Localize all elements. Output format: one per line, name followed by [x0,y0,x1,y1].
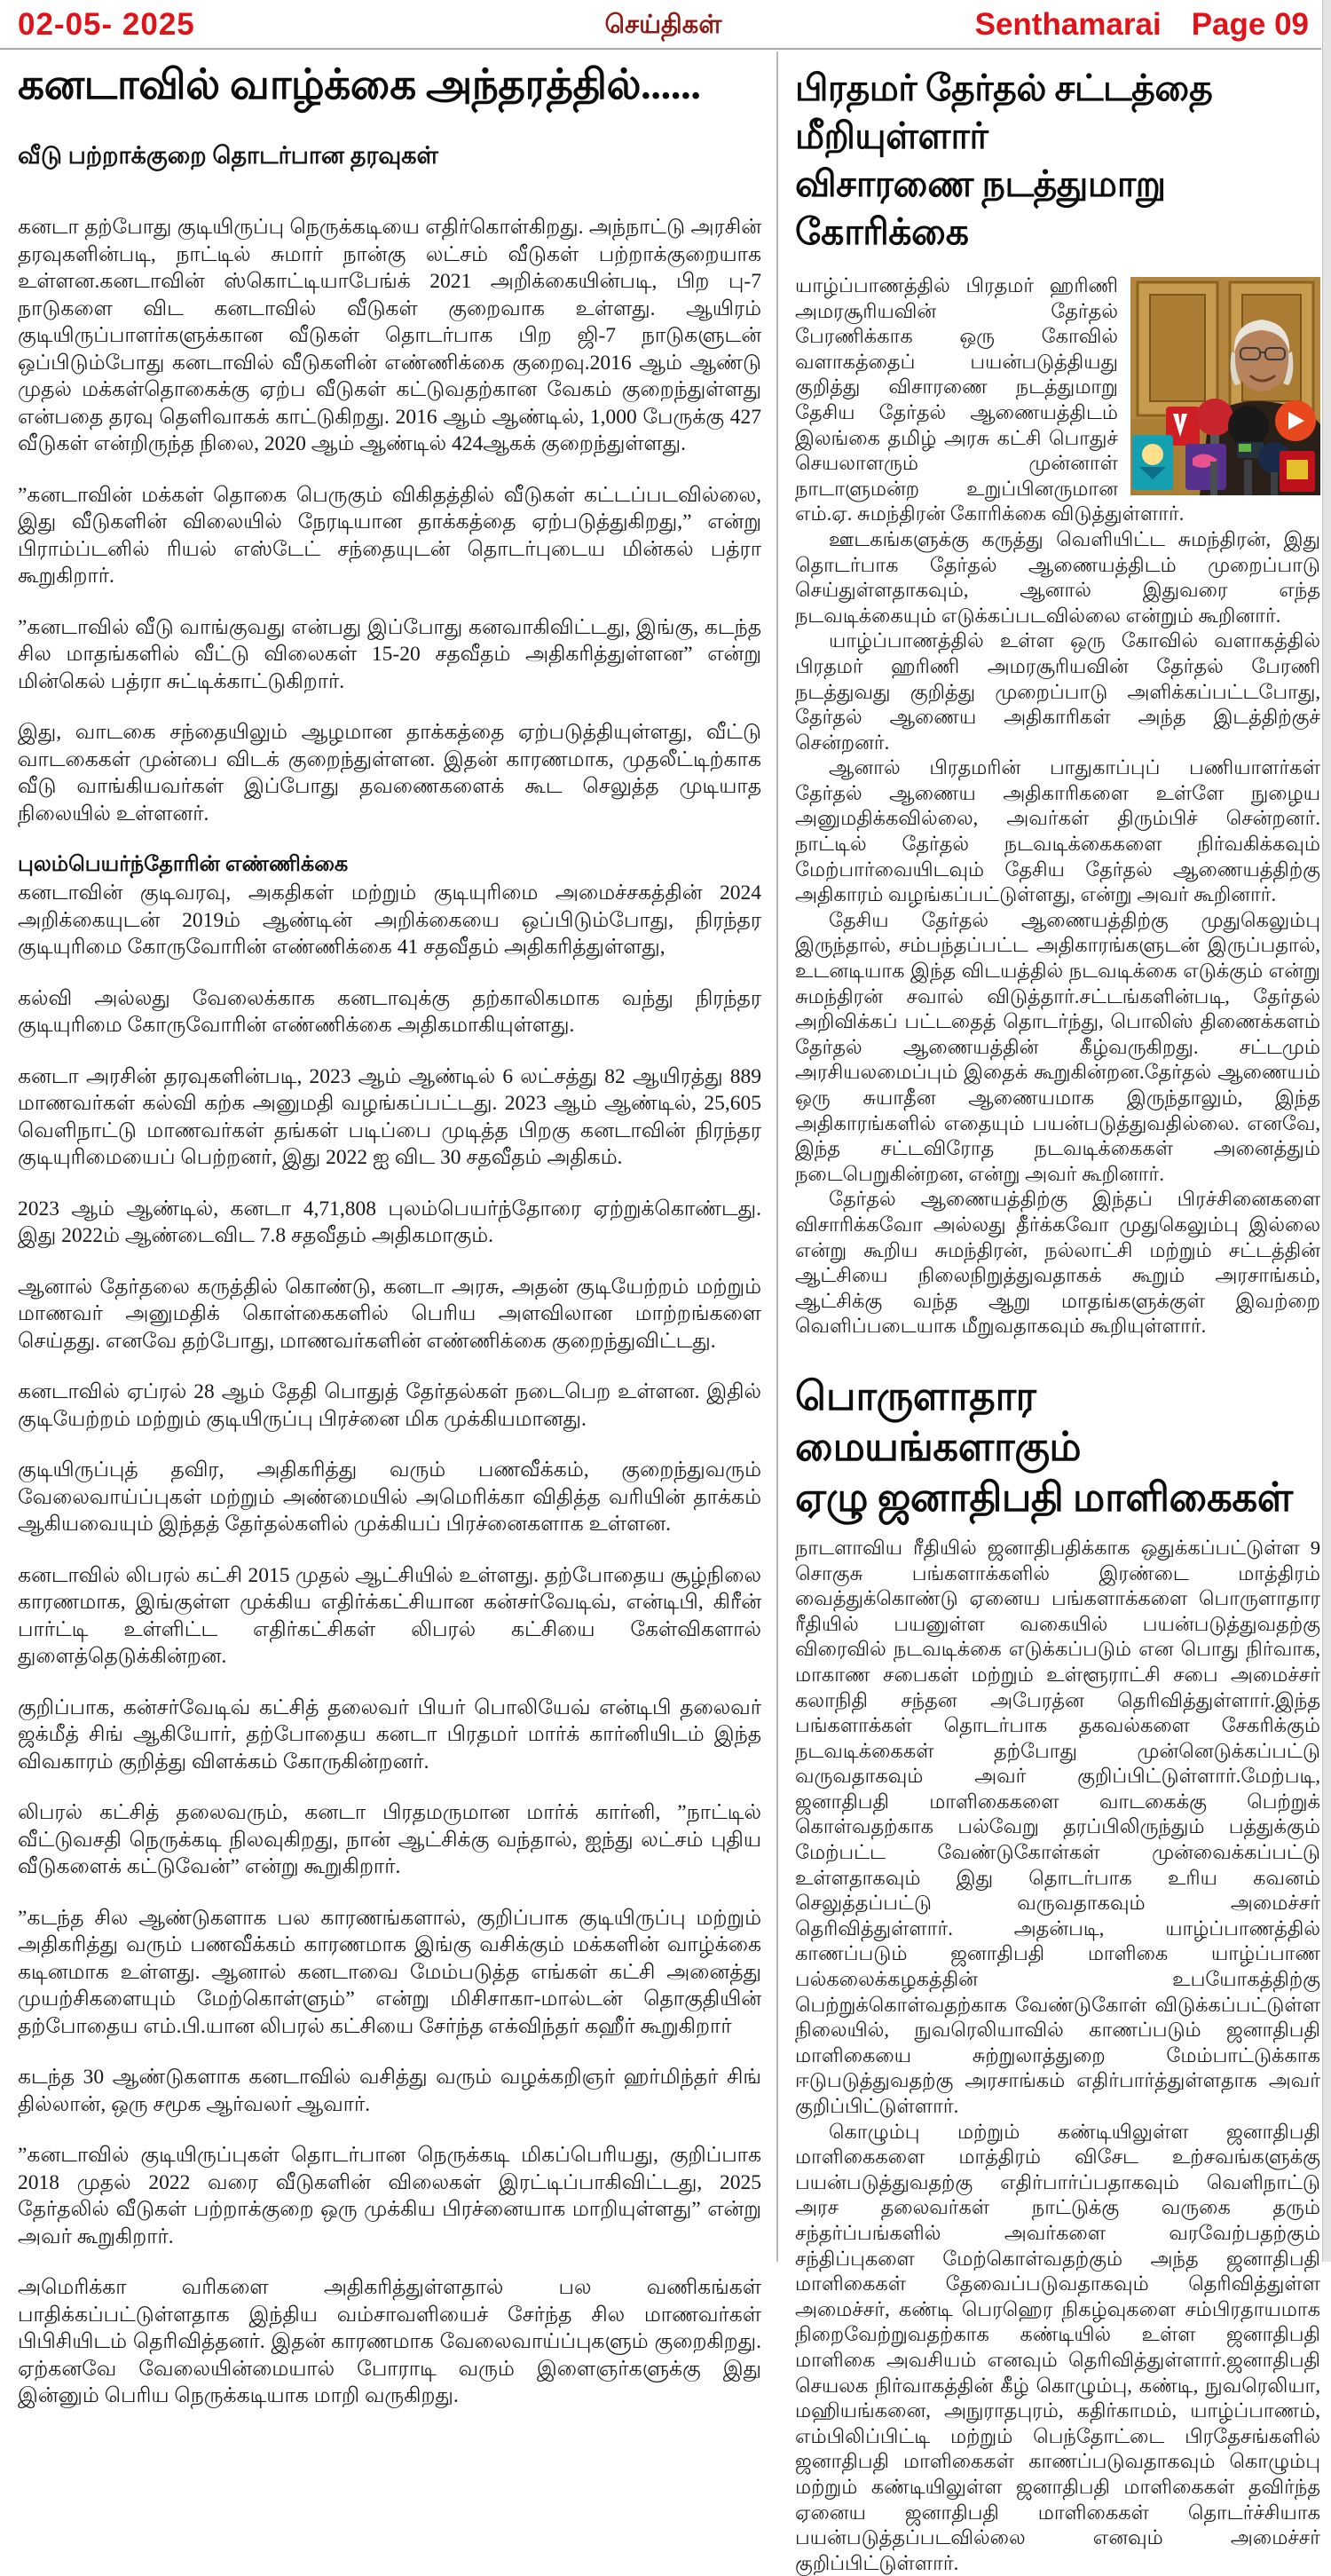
article-paragraph: ”கனடாவின் மக்கள் தொகை பெருகும் விகிதத்தில் வீடுகள் கட்டப்படவில்லை, இது வீடுகளின் விலையில் நேரடியான தாக்கத்தை ஏற்படுத்துகிறது,” என்று பிராம்ப்டனில் ரியல் எஸ்டேட் சந்தையுடன் தொடர்புடைய மின்கல் பத்ரா கூறுகிறார். [18,483,761,588]
section-title: செய்திகள் [604,11,722,39]
article-paragraph: கொழும்பு மற்றும் கண்டியிலுள்ள ஜனாதிபதி மாளிகைகளை மாத்திரம் விசேட உற்சவங்களுக்கு பயன்படுத்துவதற்கு எதிர்பார்ப்பதாகவும் வெளிநாட்டு அரச தலைவர்கள் நாட்டுக்கு வருகை தரும் சந்தர்ப்பங்களில் அவர்களை வரவேற்பதற்கும் சந்திப்புகளை மேற்கொள்வதற்கும் அந்த ஜனாதிபதி மாளிகைகள் தேவைப்படுவதாகவும் தெரிவித்துள்ள அமைச்சர், கண்டி பெரஹெர நிகழ்வுகளை சம்பிரதாயமாக நிறைவேற்றுவதற்காக கண்டியில் உள்ள ஜனாதிபதி மாளிகை அவசியம் எனவும் தெரிவித்துள்ளார்.ஜனாதிபதி செயலக நிர்வாகத்தின் கீழ் கொழும்பு, கண்டி, நுவரெலியா, மஹியங்கனை, அநுராதபுரம், கதிர்காமம், யாழ்ப்பாணம், எம்பிலிப்பிட்டி மற்றும் பெந்தோட்டை பிரதேசங்களில் ஜனாதிபதி மாளிகைகள் காணப்படுவதாகவும் கொழும்பு மற்றும் கண்டியிலுள்ள ஜனாதிபதி மாளிகைகள் தவிர்ந்த ஏனைய ஜனாதிபதி மாளிகைகள் தொடர்ச்சியாக பயன்படுத்தப்படவில்லை எனவும் அமைச்சர் குறிப்பிட்டுள்ளார். [795,2120,1320,2574]
paper-name-and-page [878,7,1309,43]
right-top-article-body [795,273,1320,1339]
column-divider [776,51,778,2262]
article-paragraph: கனடா தற்போது குடியிருப்பு நெருக்கடியை எதிர்கொள்கிறது. அந்நாட்டு அரசின் தரவுகளின்படி, நாட்டில் சுமார் நான்கு லட்சம் வீடுகள் பற்றாக்குறையாக உள்ளன.கனடாவின் ஸ்கொட்டியாபேங்க் 2021 அறிக்கையின்படி, பிற பு-7 நாடுகளை விட கனடாவில் வீடுகள் குறைவாக உள்ளது. ஆயிரம் குடியிருப்பாளர்களுக்கான வீடுகள் தொடர்பாக பிற ஜி-7 நாடுகளுடன் ஒப்பிடும்போது கனடாவில் வீடுகளின் எண்ணிக்கை குறைவு.2016 ஆம் ஆண்டு முதல் மக்கள்தொகைக்கு ஏற்ப வீடுகள் கட்டுவதற்கான வேகம் குறைந்துள்ளது என்பதை தரவு தெளிவாகக் காட்டுகிறது. 2016 ஆம் ஆண்டில், 1,000 பேருக்கு 427 வீடுகள் என்றிருந்த நிலை, 2020 ஆம் ஆண்டில் 424ஆகக் குறைந்துள்ளது. [18,216,761,455]
article-paragraph: கல்வி அல்லது வேலைக்காக கனடாவுக்கு தற்காலிகமாக வந்து நிரந்தர குடியுரிமை கோருவோரின் எண்ணிக்கை அதிகமாகியுள்ளது. [18,986,761,1037]
right-top-headline [795,64,1320,256]
right-column [795,51,1320,2576]
article-paragraph: யாழ்ப்பாணத்தில் பிரதமர் ஹரிணி அமரசூரியவின் தேர்தல் பேரணிக்காக ஒரு கோவில் வளாகத்தைப் பயன்படுத்தியது குறித்து விசாரணை நடத்துமாறு தேசிய தேர்தல் ஆணையத்திடம் இலங்கை தமிழ் அரசு கட்சி பொதுச் செயலாளரும் முன்னாள் நாடாளுமன்ற உறுப்பினருமான எம்.ஏ. சுமந்திரன் கோரிக்கை விடுத்துள்ளார். [795,274,1185,525]
article-paragraph: நாடளாவிய ரீதியில் ஜனாதிபதிக்காக ஒதுக்கப்பட்டுள்ள 9 சொகுசு பங்களாக்களில் இரண்டை மாத்திரம் வைத்துக்கொண்டு ஏனைய பங்களாக்களை பொருளாதார ரீதியில் பயனுள்ள வகையில் பயன்படுத்துவதற்கு விரைவில் நடவடிக்கை எடுக்கப்படும் என பொது நிர்வாக, மாகாண சபைகள் மற்றும் உள்ளூராட்சி சபை அமைச்சர் கலாநிதி சந்தன அபேரத்ன தெரிவித்துள்ளார்.இந்த பங்களாக்கள் தொடர்பாக தகவல்களை சேகரிக்கும் நடவடிக்கைகள் தற்போது முன்னெடுக்கப்பட்டு வருவதாகவும் அவர் குறிப்பிட்டுள்ளார்.மேற்படி, ஜனாதிபதி மாளிகைகளை வாடகைக்கு பெற்றுக் கொள்வதற்காக பல்வேறு தரப்பிலிருந்தும் பத்துக்கும் மேற்பட்ட வேண்டுகோள்கள் முன்வைக்கப்பட்டு உள்ளதாகவும் இது தொடர்பாக உரிய கவனம் செலுத்தப்பட்டு வருவதாகவும் அமைச்சர் தெரிவித்துள்ளார். அதன்படி, யாழ்ப்பாணத்தில் காணப்படும் ஜனாதிபதி மாளிகை யாழ்ப்பாண பல்கலைக்கழகத்தின் உபயோகத்திற்கு பெற்றுக்கொள்வதற்காக வேண்டுகோள் விடுக்கப்பட்டுள்ள நிலையில், நுவரெலியாவில் காணப்படும் ஜனாதிபதி மாளிகையை சுற்றுலாத்துறை மேம்பாட்டுக்காக ஈடுபடுத்துவதற்கு அரசாங்கம் எதிர்பார்த்துள்ளதாக அவர் குறிப்பிட்டுள்ளார். [795,1536,1320,2117]
page-content [0,51,1321,2574]
article-paragraph: கனடாவில் ஏப்ரல் 28 ஆம் தேதி பொதுத் தேர்தல்கள் நடைபெற உள்ளன. இதில் குடியேற்றம் மற்றும் குடியிருப்பு பிரச்னை மிக முக்கியமானது. [18,1380,761,1431]
article-paragraph: தேசிய தேர்தல் ஆணையத்திற்கு முதுகெலும்பு இருந்தால், சம்பந்தப்பட்ட அதிகாரங்களுடன் இருப்பதால், உடனடியாக இந்த விடயத்தில் நடவடிக்கை எடுக்கும் என்று சுமந்திரன் சவால் விடுத்தார்.சட்டங்களின்படி, தேர்தல் அறிவிக்கப் பட்டதைத் தொடர்ந்து, பொலிஸ் திணைக்களம் தேர்தல் ஆணையத்தின் கீழ்வருகிறது. சட்டமும் அரசியலமைப்பும் இதைக் கூறுகின்றன.தேர்தல் ஆணையம் ஒரு சுயாதீன ஆணையமாக இருந்தாலும், இந்த அதிகாரங்களில் எதையும் பயன்படுத்துவதில்லை. எனவே, இந்த சட்டவிரோத நடவடிக்கைகள் அனைத்தும் நடைபெறுகின்றன, என்று அவர் கூறினார். [795,908,1320,1185]
article-paragraph: லிபரல் கட்சித் தலைவரும், கனடா பிரதமருமான மார்க் கார்னி, ”நாட்டில் வீட்டுவசதி நெருக்கடி நிலவுகிறது, நான் ஆட்சிக்கு வந்தால், ஐந்து லட்சம் புதிய வீடுகளைக் கட்டுவேன்” என்று கூறுகிறார். [18,1801,761,1878]
article-paragraph: அமெரிக்கா வரிகளை அதிகரித்துள்ளதால் பல வணிகங்கள் பாதிக்கப்பட்டுள்ளதாக இந்திய வம்சாவளியைச் சேர்ந்த சில மாணவர்கள் பிபிசியிடம் தெரிவித்தனர். இதன் காரணமாக வேலைவாய்ப்புகளும் குறைகிறது. ஏற்கனவே வேலையின்மையால் போராடி வரும் இளைஞர்களுக்கு இது இன்னும் பெரிய நெருக்கடியாக மாறி வருகிறது. [18,2276,761,2407]
left-article [18,51,761,2434]
article-paragraph: 2023 ஆம் ஆண்டில், கனடா 4,71,808 புலம்பெயர்ந்தோரை ஏற்றுக்கொண்டது. இது 2022ம் ஆண்டைவிட 7.8 சதவீதம் அதிகமாகும். [18,1197,761,1247]
page-edge-shadow [1322,0,1331,2262]
article-paragraph: ”கனடாவில் வீடு வாங்குவது என்பது இப்போது கனவாகிவிட்டது, இங்கு, கடந்த சில மாதங்களில் வீட்டு விலைகள் 15-20 சதவீதம் அதிகரித்துள்ளன” என்று மின்கெல் பத்ரா சுட்டிக்காட்டுகிறார். [18,615,761,693]
right-top-headline-line2: விசாரணை நடத்துமாறு கோரிக்கை [795,163,1166,252]
right-bottom-headline-line1: பொருளாதார மையங்களாகும் [795,1373,1082,1469]
press-conference-photo [1130,277,1320,495]
issue-date: 02-05- 2025 [18,7,195,42]
left-article-headline: கனடாவில் வாழ்க்கை அந்தரத்தில்...... [18,62,701,108]
right-bottom-headline [795,1371,1320,1523]
article-paragraph: கனடாவின் குடிவரவு, அகதிகள் மற்றும் குடியுரிமை அமைச்சகத்தின் 2024 அறிக்கையுடன் 2019ம் ஆண்டின் அறிக்கையை ஒப்பிடும்போது, நிரந்தர குடியுரிமை கோருவோரின் எண்ணிக்கை 41 சதவீதம் அதிகரித்துள்ளது, [18,881,761,959]
article-paragraph: இது, வாடகை சந்தையிலும் ஆழமான தாக்கத்தை ஏற்படுத்தியுள்ளது, வீட்டு வாடகைகள் முன்பை விடக் குறைந்துள்ளன. இதன் காரணமாக, முதலீட்டிற்காக வீடு வாங்கியவர்கள் இப்போது தவணைகளைக் கூட செலுத்த முடியாத நிலையில் உள்ளனர். [18,721,761,826]
article-paragraph: யாழ்ப்பாணத்தில் உள்ள ஒரு கோவில் வளாகத்தில் பிரதமர் ஹரிணி அமரசூரியவின் தேர்தல் பேரணி நடத்துவது குறித்து முறைப்பாடு அளிக்கப்பட்டபோது, தேர்தல் ஆணைய அதிகாரிகள் அந்த இடத்திற்குச் சென்றனர். [795,629,1320,754]
left-article-subtitle: வீடு பற்றாக்குறை தொடர்பான தரவுகள் [18,142,438,169]
article-paragraph: கனடாவில் லிபரல் கட்சி 2015 முதல் ஆட்சியில் உள்ளது. தற்போதைய சூழ்நிலை காரணமாக, இங்குள்ள முக்கிய எதிர்க்கட்சியான கன்சர்வேடிவ், என்டிபி, கிரீன் பார்ட்டி உள்ளிட்ட எதிர்கட்சிகள் லிபரல் கட்சியை கேள்விகளால் துளைத்தெடுக்கின்றன. [18,1563,761,1668]
right-bottom-headline-line2: ஏழு ஜனாதிபதி மாளிகைகள் [795,1474,1293,1520]
left-article-body [18,214,761,2410]
article-paragraph: ”கனடாவில் குடியிருப்புகள் தொடர்பான நெருக்கடி மிகப்பெரியது, குறிப்பாக 2018 முதல் 2022 வரை வீடுகளின் விலைகள் இரட்டிப்பாகிவிட்டது, 2025 தேர்தலில் வீடுகள் பற்றாக்குறை ஒரு முக்கிய பிரச்னையாக மாறியுள்ளது” என்று அவர் கூறுகிறார். [18,2144,761,2248]
right-top-headline-line1: பிரதமர் தேர்தல் சட்டத்தை மீறியுள்ளார் [795,67,1213,156]
article-paragraph: கனடா அரசின் தரவுகளின்படி, 2023 ஆம் ஆண்டில் 6 லட்சத்து 82 ஆயிரத்து 889 மாணவர்கள் கல்வி கற்க அனுமதி வழங்கப்பட்டது. 2023 ஆம் ஆண்டில், 25,605 வெளிநாட்டு மாணவர்கள் தங்கள் படிப்பை முடித்த பிறகு கனடாவின் நிரந்தர குடியுரிமையைப் பெற்றனர், இது 2022 ஐ விட 30 சதவீதம் அதிகம். [18,1064,761,1169]
section-subheading: புலம்பெயர்ந்தோரின் எண்ணிக்கை [18,853,349,876]
article-paragraph: ஆனால் பிரதமரின் பாதுகாப்புப் பணியாளர்கள் தேர்தல் ஆணைய அதிகாரிகளை உள்ளே நுழைய அனுமதிக்கவில்லை, அவர்கள் திரும்பிச் சென்றனர். நாட்டில் தேர்தல் நடவடிக்கைகளை நிர்வகிக்கவும் மேற்பார்வையிடவும் தேசிய தேர்தல் ஆணையத்திற்கு அதிகாரம் வழங்கப்பட்டுள்ளது, என்று அவர் கூறினார். [795,756,1320,906]
article-paragraph: குறிப்பாக, கன்சர்வேடிவ் கட்சித் தலைவர் பியர் பொலியேவ் என்டிபி தலைவர் ஜக்மீத் சிங் ஆகியோர், தற்போதைய கனடா பிரதமர் மார்க் கார்னியிடம் இந்த விவகாரம் குறித்து விளக்கம் கோருகின்றனர். [18,1695,761,1774]
page-header [0,0,1321,50]
right-bottom-article-body [795,1536,1320,2576]
paper-name: Senthamarai [974,7,1162,42]
page-number: Page 09 [1191,7,1309,42]
article-paragraph: ”கடந்த சில ஆண்டுகளாக பல காரணங்களால், குறிப்பாக குடியிருப்பு மற்றும் அதிகரித்து வரும் பணவீக்கம் காரணமாக இங்கு வசிக்கும் மக்களின் வாழ்க்கை கடினமாக உள்ளது. ஆனால் கனடாவை மேம்படுத்த எங்கள் கட்சி அனைத்து முயற்சிகளையும் மேற்கொள்ளும்” என்று மிசிசாகா-மால்டன் தொகுதியின் தற்போதைய எம்.பி.யான லிபரல் கட்சியை சேர்ந்த எக்விந்தர் கஹீர் கூறுகிறார் [18,1906,761,2038]
article-paragraph: குடியிருப்புத் தவிர, அதிகரித்து வரும் பணவீக்கம், குறைந்துவரும் வேலைவாய்ப்புகள் மற்றும் அண்மையில் அமெரிக்கா விதித்த வரியின் தாக்கம் ஆகியவையும் இந்தத் தேர்தல்களில் முக்கியப் பிரச்னைகளாக உள்ளன. [18,1458,761,1536]
article-paragraph: ஆனால் தேர்தலை கருத்தில் கொண்டு, கனடா அரசு, அதன் குடியேற்றம் மற்றும் மாணவர் அனுமதிக் கொள்கைகளில் பெரிய அளவிலான மாற்றங்களை செய்தது. எனவே தற்போது, மாணவர்களின் எண்ணிக்கை குறைந்துவிட்டது. [18,1275,761,1353]
article-paragraph: கடந்த 30 ஆண்டுகளாக கனடாவில் வசித்து வரும் வழக்கறிஞர் ஹர்மிந்தர் சிங் தில்லான், ஒரு சமூக ஆர்வலர் ஆவார். [18,2066,761,2116]
article-paragraph: ஊடகங்களுக்கு கருத்து வெளியிட்ட சுமந்திரன், இது தொடர்பாக தேர்தல் ஆணையத்திடம் முறைப்பாடு செய்துள்ளதாகவும், ஆனால் இதுவரை எந்த நடவடிக்கையும் எடுக்கப்படவில்லை என்றும் கூறினார். [795,527,1320,627]
article-paragraph: தேர்தல் ஆணையத்திற்கு இந்தப் பிரச்சினைகளை விசாரிக்கவோ அல்லது தீர்க்கவோ முதுகெலும்பு இல்லை என்று கூறிய சுமந்திரன், நல்லாட்சி மற்றும் சட்டத்தின் ஆட்சியை நிலைநிறுத்துவதாகக் கூறும் அரசாங்கம், ஆட்சிக்கு வந்த ஆறு மாதங்களுக்குள் இவற்றை வெளிப்படையாக மீறுவதாகவும் கூறியுள்ளார். [795,1188,1320,1338]
